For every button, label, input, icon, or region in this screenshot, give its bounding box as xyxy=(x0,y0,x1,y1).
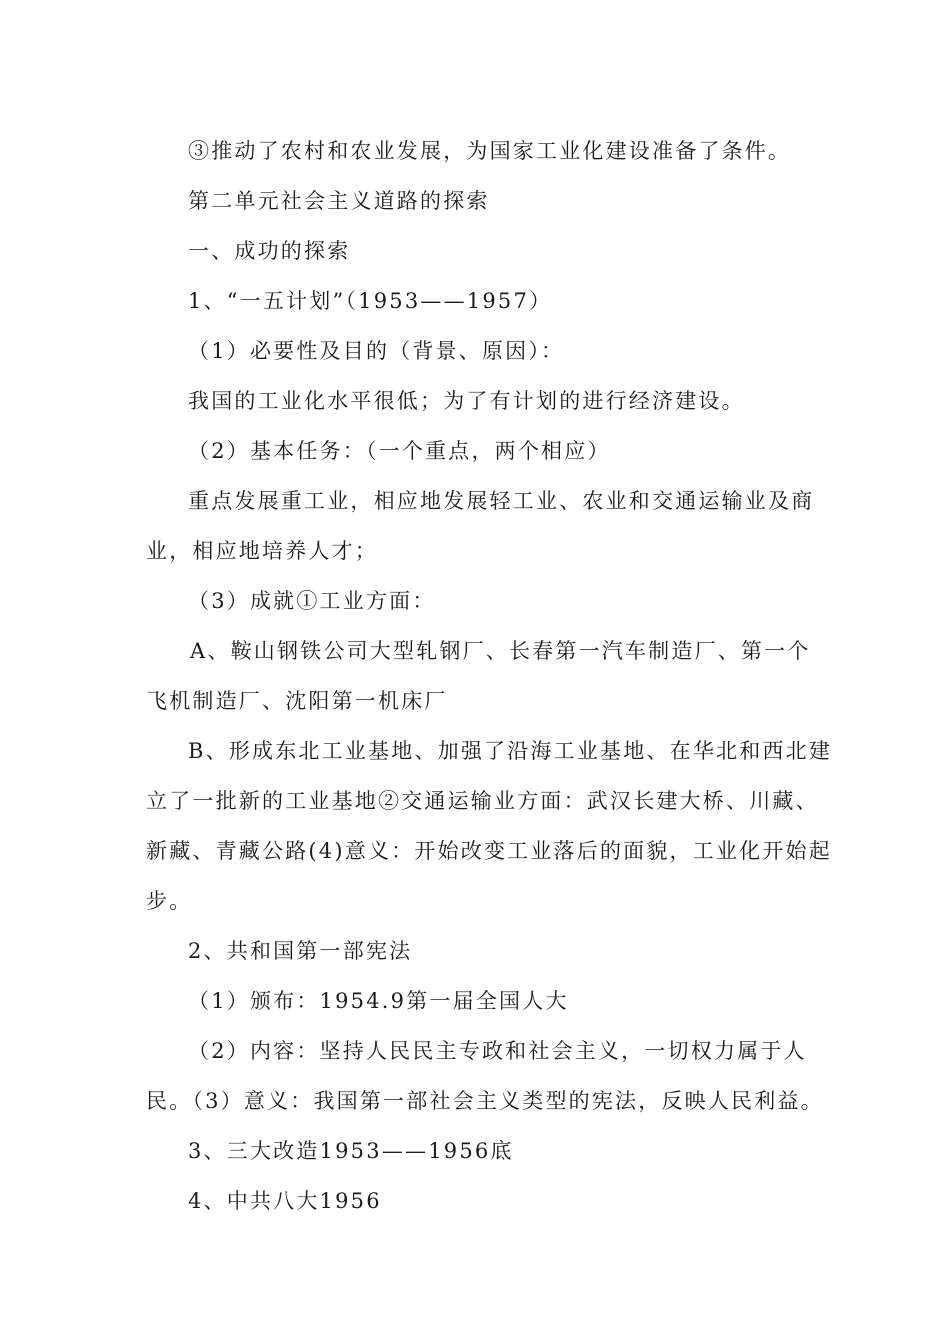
text-line: 立了一批新的工业基地②交通运输业方面：武汉长建大桥、川藏、 xyxy=(146,789,819,813)
item-heading: 4、中共八大1956 xyxy=(188,1189,382,1213)
text-line: （2）基本任务：（一个重点，两个相应） xyxy=(188,439,611,463)
text-line: 新藏、青藏公路(4)意义：开始改变工业落后的面貌，工业化开始起 xyxy=(146,839,832,863)
text-line: B、形成东北工业基地、加强了沿海工业基地、在华北和西北建 xyxy=(188,739,833,763)
section-heading: 第二单元社会主义道路的探索 xyxy=(188,189,490,213)
item-heading: 2、共和国第一部宪法 xyxy=(188,939,413,963)
text-line: （1）颁布：1954.9第一届全国人大 xyxy=(188,989,569,1013)
text-line: 步。 xyxy=(146,889,193,913)
item-heading: 1、“一五计划”（1953——1957） xyxy=(188,289,553,313)
subsection-heading: 一、成功的探索 xyxy=(188,239,351,263)
item-heading: 3、三大改造1953——1956底 xyxy=(188,1139,514,1163)
text-line: 民。（3）意义：我国第一部社会主义类型的宪法，反映人民利益。 xyxy=(146,1089,824,1113)
text-line: ③推动了农村和农业发展，为国家工业化建设准备了条件。 xyxy=(188,139,792,163)
text-line: 业，相应地培养人才； xyxy=(146,539,378,563)
text-line: A、鞍山钢铁公司大型轧钢厂、长春第一汽车制造厂、第一个 xyxy=(190,639,811,663)
text-line: 我国的工业化水平很低；为了有计划的进行经济建设。 xyxy=(188,389,745,413)
text-line: 重点发展重工业，相应地发展轻工业、农业和交通运输业及商 xyxy=(188,489,815,513)
text-line: 飞机制造厂、沈阳第一机床厂 xyxy=(146,689,448,713)
text-line: （3）成就①工业方面： xyxy=(188,589,436,613)
text-line: （1）必要性及目的（背景、原因）： xyxy=(188,339,565,363)
text-line: （2）内容：坚持人民民主专政和社会主义，一切权力属于人 xyxy=(188,1039,807,1063)
